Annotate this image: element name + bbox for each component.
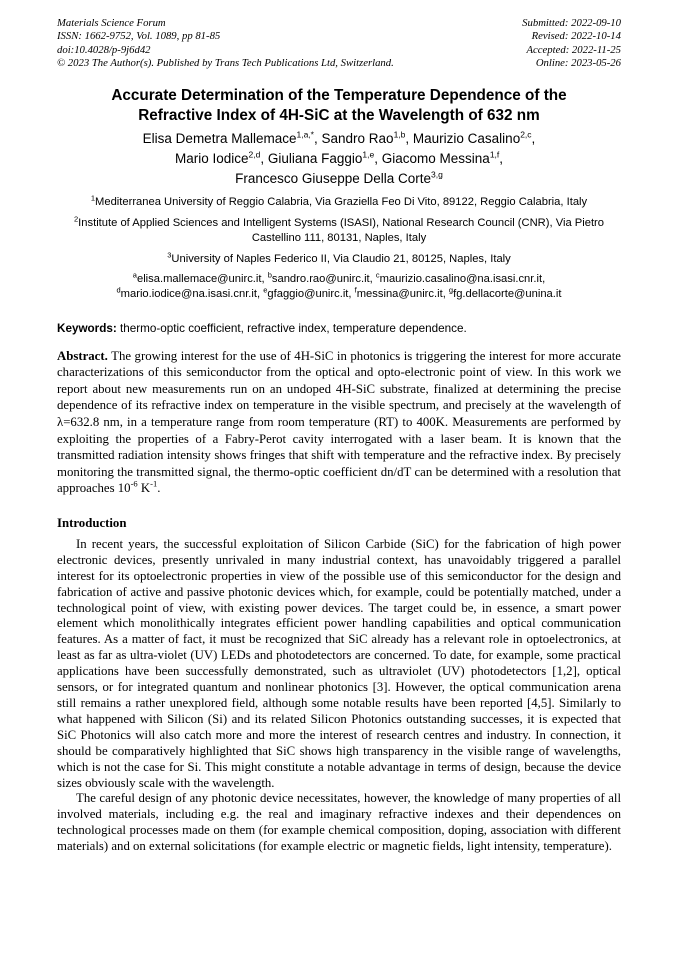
paper-title-line1: Accurate Determination of the Temperature Dependence of the bbox=[111, 87, 567, 105]
resolution-base: 10 bbox=[117, 481, 131, 496]
journal-issn-line: ISSN: 1662-9752, Vol. 1089, pp 81-85 bbox=[57, 30, 221, 43]
author-separator: , bbox=[313, 131, 322, 147]
affiliation-text: Institute of Applied Sciences and Intelligent Systems (ISASI), National Research Council (CNR), Via Pietro Castellino 111, 80131, Naples, Italy bbox=[78, 216, 605, 244]
introduction-paragraph-1: In recent years, the successful exploitation of Silicon Carbide (SiC) for the fabrication of high power electronic devices, presently unrivaled in many industrial context, has unavoidably triggered a parallel interest for its optoelectronic properties in view of the possible use of this semiconductor for the design and fabrication of active and passive photonic devices which, for example, could be potentially matched, under a technological point of view, with existing power devices. The target could be, in essence, a smart power element which monolithically integrates efficient power handling capabilities and optical communication features. As a matter of fact, it must be recognized that SiC already has a relevant role in optoelectronics, at least as far as ultra-violet (UV) LEDs and photodetectors are concerned. To date, for example, some practical applications have been successfully demonstrated, such as ultraviolet (UV) photodetectors [1,2], optical sensors, or for integrated quantum and nonlinear photonics [3]. However, the optical communication arena still remains a rather unexplored field, although some notable results have been reported [4,5]. Similarly to what happened with Silicon (Si) and its related Silicon Photonics outstanding successes, it is expected that SiC Photonics will also catch more and more the interest of research centres and industry. In connection, it should be comparatively highlighted that SiC shows high transparency in the visible range of wavelengths, which is not the case for Si. This might constitute a notable advantage in terms of design, because the device sizes obviously scale with the wavelength. bbox=[57, 536, 621, 790]
author-email bbox=[116, 284, 264, 300]
author-affiliation-marker: 1,a,* bbox=[296, 129, 314, 140]
author-email bbox=[267, 269, 376, 285]
abstract-text: The growing interest for the use of 4H-SiC in photonics is triggering the interest for more accurate characterizations of this semiconductor from the optical and opto-electronic point of view. In this work we report about new measurements run on an undoped 4H-SiC substrate, finalized at determining the precise dependence of its refractive index on temperature in the visible spectrum, and precisely at the wavelength of λ=632.8 nm, in a temperature range from room temperature (RT) to 400K. Measurements are performed by exploiting the properties of a Fabry-Perot cavity interrogated with a laser beam. It is known that the transmitted radiation intensity shows fringes that shift with temperature and the refractive index. By precisely monitoring the transmitted signal, the thermo-optic coefficient dn/dT can be determined with a resolution that approaches bbox=[57, 348, 621, 496]
resolution-exponent: -6 bbox=[130, 479, 138, 490]
author-email bbox=[132, 269, 268, 285]
resolution-unit: K bbox=[137, 481, 151, 496]
email-separator: , bbox=[542, 272, 546, 285]
accepted-date: Accepted: 2022-11-25 bbox=[526, 43, 621, 56]
revised-date: Revised: 2022-10-14 bbox=[531, 30, 621, 43]
email-separator: , bbox=[348, 287, 355, 300]
email-marker: e bbox=[263, 284, 268, 294]
email-separator: , bbox=[257, 287, 264, 300]
online-date: Online: 2023-05-26 bbox=[535, 56, 621, 69]
email-line-2 bbox=[61, 284, 617, 302]
journal-copyright-line: © 2023 The Author(s). Published by Trans Tech Publications Ltd, Switzerland. bbox=[57, 56, 394, 69]
email-separator: , bbox=[369, 272, 376, 285]
affiliation-1 bbox=[61, 192, 617, 210]
email-marker: d bbox=[116, 284, 121, 294]
affiliation-marker: 3 bbox=[167, 249, 172, 259]
introduction-paragraph-2: The careful design of any photonic device necessitates, however, the knowledge of many properties of all involved materials, including e.g. the real and imaginary refractive indexes and their dependences on technological processes made on them (for example chemical composition, doping, association with different materials) and on external solicitations (for example electric or magnetic fields, light intensity, temperature). bbox=[57, 791, 621, 854]
keywords-line bbox=[57, 321, 621, 336]
affiliation-text: University of Naples Federico II, Via Claudio 21, 80125, Naples, Italy bbox=[171, 252, 511, 265]
author-affiliation-marker: 1,f bbox=[489, 149, 500, 160]
affiliation-list bbox=[57, 192, 621, 267]
paper-title bbox=[57, 86, 621, 125]
author-separator: , bbox=[531, 131, 536, 147]
abstract bbox=[57, 348, 621, 497]
email-text: maurizio.casalino@na.isasi.cnr.it bbox=[379, 272, 543, 285]
email-line-1 bbox=[61, 269, 617, 287]
email-list bbox=[61, 269, 617, 302]
author-affiliation-marker: 2,d bbox=[248, 149, 261, 160]
email-marker: a bbox=[132, 269, 137, 279]
author-name: Giacomo Messina bbox=[381, 150, 490, 166]
paper-title-line2: Refractive Index of 4H-SiC at the Wavelength of 632 nm bbox=[138, 106, 540, 124]
author bbox=[382, 151, 503, 166]
author-separator: , bbox=[499, 150, 504, 166]
author bbox=[268, 151, 382, 166]
journal-info bbox=[57, 17, 394, 70]
submitted-date: Submitted: 2022-09-10 bbox=[522, 17, 621, 29]
author-affiliation-marker: 2,c bbox=[520, 129, 532, 140]
author-affiliation-marker: 1,e bbox=[362, 149, 375, 160]
affiliation-3 bbox=[61, 249, 617, 267]
author-affiliation-marker: 1,b bbox=[393, 129, 406, 140]
email-text: gfaggio@unirc.it bbox=[267, 287, 349, 300]
email-separator: , bbox=[442, 287, 449, 300]
author-line-1 bbox=[57, 129, 621, 149]
journal-name: Materials Science Forum bbox=[57, 17, 166, 29]
author-email bbox=[354, 284, 449, 300]
author-name: Mario Iodice bbox=[174, 150, 249, 166]
email-separator: , bbox=[261, 272, 268, 285]
email-marker: b bbox=[267, 269, 272, 279]
abstract-period: . bbox=[157, 481, 161, 496]
author-line-3 bbox=[57, 169, 621, 189]
email-marker: f bbox=[354, 284, 357, 294]
author-name: Giuliana Faggio bbox=[267, 150, 363, 166]
affiliation-2 bbox=[61, 213, 617, 246]
author-name: Elisa Demetra Mallemace bbox=[142, 131, 297, 147]
author bbox=[413, 131, 535, 146]
email-text: fg.dellacorte@unina.it bbox=[453, 287, 562, 300]
author-email bbox=[263, 284, 355, 300]
author bbox=[143, 131, 322, 146]
email-marker: c bbox=[375, 269, 380, 279]
affiliation-marker: 1 bbox=[90, 192, 96, 202]
author-email bbox=[448, 284, 562, 300]
author-separator: , bbox=[374, 150, 382, 166]
author-email bbox=[375, 269, 546, 285]
author bbox=[175, 151, 268, 166]
author-separator: , bbox=[260, 150, 268, 166]
email-marker: g bbox=[448, 284, 454, 294]
email-text: messina@unirc.it bbox=[356, 287, 443, 300]
author bbox=[235, 171, 443, 186]
author-separator: , bbox=[405, 131, 413, 147]
author-name: Maurizio Casalino bbox=[412, 131, 521, 147]
submission-dates bbox=[522, 17, 621, 70]
journal-doi-line: doi:10.4028/p-9j6d42 bbox=[57, 43, 151, 56]
author-name: Francesco Giuseppe Della Corte bbox=[235, 170, 431, 186]
author-affiliation-marker: 3,g bbox=[431, 169, 443, 180]
abstract-label: Abstract. bbox=[57, 348, 108, 363]
keywords-text: thermo-optic coefficient, refractive index, temperature dependence. bbox=[116, 321, 467, 335]
author bbox=[322, 131, 413, 146]
author-list bbox=[57, 129, 621, 188]
affiliation-marker: 2 bbox=[73, 213, 79, 223]
email-text: mario.iodice@na.isasi.cnr.it bbox=[120, 287, 258, 300]
author-line-2 bbox=[57, 149, 621, 169]
author-name: Sandro Rao bbox=[321, 131, 394, 147]
keywords-label: Keywords: bbox=[57, 321, 117, 335]
section-heading-introduction: Introduction bbox=[57, 515, 127, 530]
affiliation-text: Mediterranea University of Reggio Calabria, Via Graziella Feo Di Vito, 89122, Reggio Calabria, Italy bbox=[95, 195, 588, 208]
email-text: sandro.rao@unirc.it bbox=[271, 272, 370, 285]
resolution-unit-exponent: -1 bbox=[150, 479, 158, 490]
journal-header bbox=[57, 17, 621, 70]
email-text: elisa.mallemace@unirc.it bbox=[136, 272, 262, 285]
